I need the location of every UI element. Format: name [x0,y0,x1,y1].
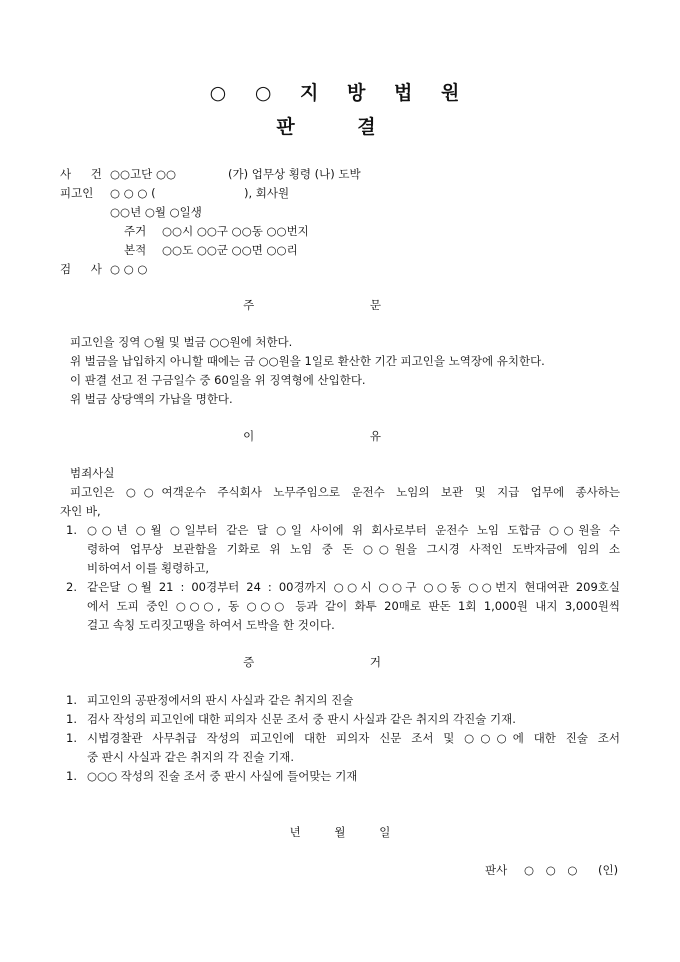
case-label: 사 건 [60,167,110,181]
fact-item-line: 같은달 ○월 21 : 00경부터 24 : 00경까지 ○○시 ○○구 ○○동 ○○번지 현대여관 209호실 [87,580,620,594]
domicile: ○○도 ○○군 ○○면 ○○리 [162,243,298,257]
evidence-item-number: 1. [66,693,77,707]
evidence-item-number: 1. [66,712,77,726]
residence: ○○시 ○○구 ○○동 ○○번지 [162,224,309,238]
disposition-heading: 주 문 [243,298,437,312]
judge-label: 판사 [485,863,508,877]
defendant-occupation: ), 회사원 [244,186,290,200]
defendant-label: 피고인 [60,186,94,200]
fact-item-line: ○○년 ○월 ○일부터 같은 달 ○일 사이에 위 회사로부터 운전수 노임 도합금 ○○원을 수 [87,523,620,537]
disposition-line: 위 벌금을 납입하지 아니할 때에는 금 ○○원을 1일로 환산한 기간 피고인을 노역장에 유치한다. [70,354,545,368]
reasons-heading: 이 유 [243,429,437,443]
evidence-item-number: 1. [66,769,77,783]
evidence-item-number: 1. [66,731,77,745]
fact-item-line: 비하여서 이를 횡령하고, [87,561,210,575]
document-title: 판 결 [276,116,404,138]
residence-label: 주거 [124,224,147,238]
crime-facts-subheading: 범죄사실 [70,466,115,480]
fact-item-line: 에서 도피 중인 ○○○, 동 ○○○ 등과 같이 화투 20매로 판돈 1회 1,000원 내지 3,000원씩 [87,599,620,613]
reasons-intro-line: 피고인은 ○○여객운수 주식회사 노무주임으로 운전수 노임의 보관 및 지급 업무에 종사하는 [70,485,620,499]
case-number: ○○고단 ○○ [110,167,177,181]
judge-seal: (인) [598,863,619,877]
fact-item-number: 1. [66,523,77,537]
domicile-label: 본적 [124,243,147,257]
disposition-line: 피고인을 징역 ○월 및 벌금 ○○원에 처한다. [70,335,293,349]
prosecutor-label: 검 사 [60,262,110,276]
evidence-item-line: ○○○ 작성의 진술 조서 중 판시 사실에 들어맞는 기재 [87,769,358,783]
judgment-date: 년 월 일 [289,825,391,839]
reasons-intro-line: 자인 바, [60,504,101,518]
evidence-item-line: 피고인의 공판정에서의 판시 사실과 같은 취지의 진술 [87,693,354,707]
case-name: (가) 업무상 횡령 (나) 도박 [228,167,361,181]
birth-date: ○○년 ○월 ○일생 [110,205,202,219]
evidence-heading: 증 거 [243,655,437,669]
defendant-name: ○ ○ ○ ( [110,186,156,200]
disposition-line: 위 벌금 상당액의 가납을 명한다. [70,392,233,406]
fact-item-number: 2. [66,580,77,594]
evidence-item-line: 시법경찰관 사무취급 작성의 피고인에 대한 피의자 신문 조서 및 ○○○에 대한 진술 조서 [87,731,620,745]
judge-name: ○ ○ ○ [524,863,578,877]
evidence-item-line: 검사 작성의 피고인에 대한 피의자 신문 조서 중 판시 사실과 같은 취지의 각진술 기재. [87,712,516,726]
court-name: ○ ○ 지 방 법 원 [209,82,471,104]
fact-item-line: 령하여 업무상 보관함을 기화로 위 노임 중 돈 ○○원을 그시경 사적인 도박자금에 임의 소 [87,542,620,556]
fact-item-line: 걸고 속칭 도리짓고땡을 하여서 도박을 한 것이다. [87,618,335,632]
prosecutor-name: ○ ○ ○ [110,262,148,276]
disposition-line: 이 판결 선고 전 구금일수 중 60일을 위 징역형에 산입한다. [70,373,366,387]
evidence-item-line: 중 판시 사실과 같은 취지의 각 진술 기재. [87,750,294,764]
